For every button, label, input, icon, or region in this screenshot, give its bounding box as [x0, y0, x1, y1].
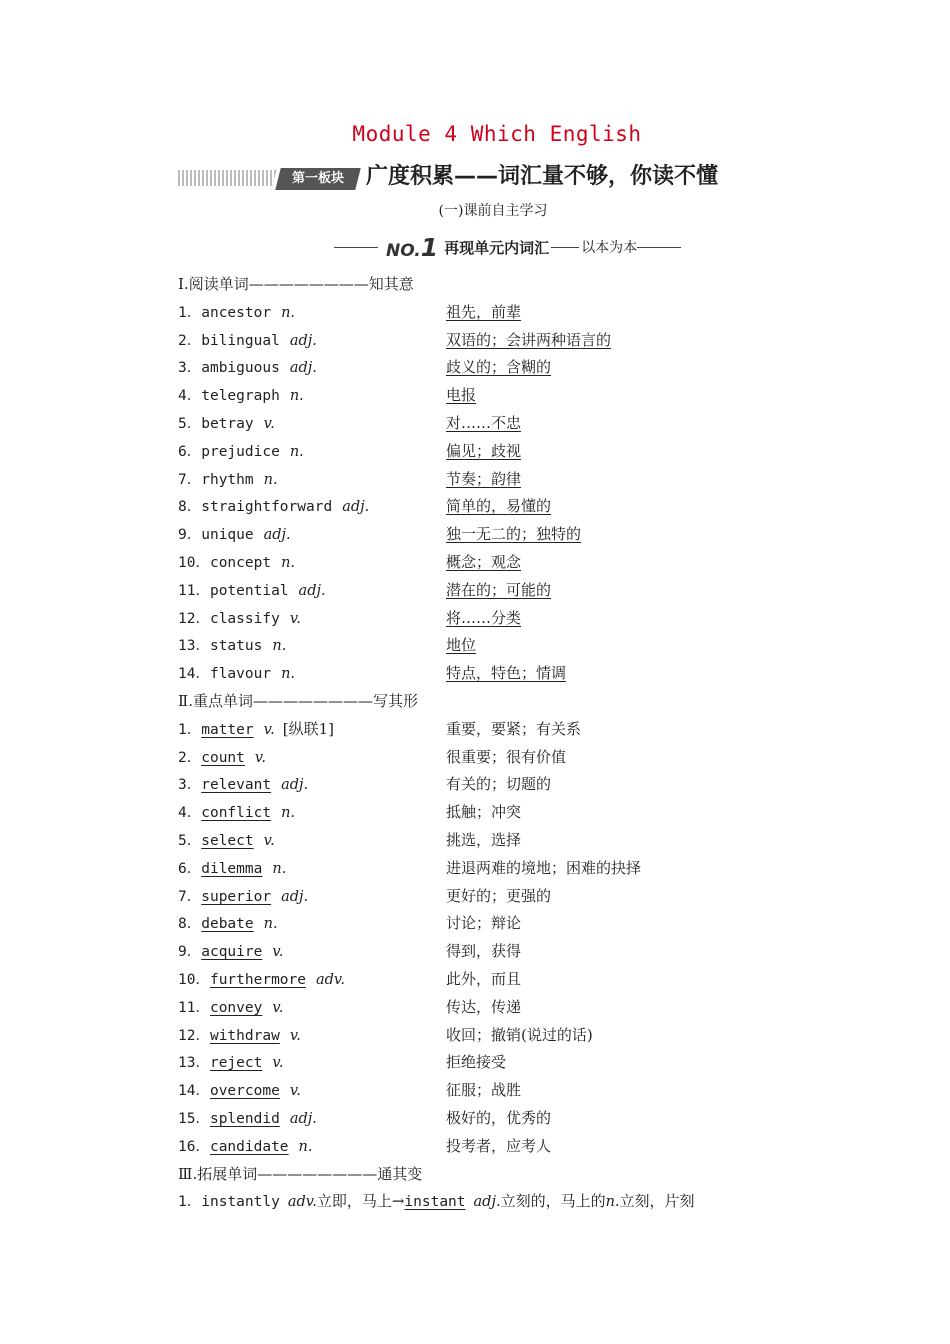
item-definition: 收回；撤销(说过的话) [446, 1025, 593, 1044]
item-word: count [201, 749, 245, 766]
item-word-derived: instant [404, 1194, 466, 1211]
list-item [178, 994, 768, 1022]
list-item [178, 938, 768, 966]
item-word: convey [209, 999, 263, 1016]
item-word: prejudice [201, 443, 280, 460]
list-item [178, 382, 768, 410]
list-item [178, 1049, 768, 1077]
part-heading: Ⅰ.阅读单词————————知其意 [178, 275, 414, 293]
item-number: 2． [178, 332, 202, 349]
item-word: furthermore [209, 971, 306, 988]
item-number: 14． [178, 1083, 210, 1100]
item-number: 6． [178, 443, 202, 460]
item-definition: 投考者，应考人 [446, 1136, 552, 1155]
item-word: candidate [209, 1138, 289, 1155]
item-definition: 抵触；冲突 [446, 803, 522, 822]
item-number: 1． [178, 304, 202, 321]
item-definition: 征服；战胜 [446, 1081, 522, 1100]
list-item [178, 577, 768, 605]
item-word: ancestor [201, 304, 272, 321]
item-number: 12． [178, 1027, 210, 1044]
item-number: 2． [178, 749, 202, 766]
item-word: splendid [209, 1110, 280, 1127]
part-heading: Ⅲ.拓展单词————————通其变 [178, 1164, 423, 1183]
item-pos: n. [281, 666, 296, 683]
item-definition: 节奏；韵律 [446, 469, 522, 488]
item-pos: n. [263, 471, 278, 488]
item-definition-noun: 立刻，片刻 [619, 1192, 695, 1211]
item-number: 15． [178, 1110, 210, 1127]
item-number: 10． [178, 554, 210, 571]
item-pos: v. [272, 944, 284, 961]
list-item [178, 1133, 768, 1161]
item-number: 16． [178, 1138, 210, 1155]
item-word: conflict [201, 805, 272, 822]
item-pos: v. [289, 610, 301, 627]
item-pos: adj. [289, 360, 317, 377]
list-item [178, 966, 768, 994]
item-definition: 讨论；辩论 [446, 914, 522, 933]
item-pos: v. [289, 1027, 301, 1044]
item-pos: adv. [316, 971, 346, 988]
item-pos: n. [272, 638, 287, 655]
item-definition: 重要，要紧；有关系 [446, 719, 582, 738]
item-number: 1． [178, 1194, 202, 1211]
item-definition: 电报 [446, 386, 477, 405]
list-item [178, 521, 768, 549]
list-item [178, 660, 768, 688]
list-item [178, 1077, 768, 1105]
list-item [178, 493, 768, 521]
item-pos: v. [263, 721, 275, 738]
item-pos: n. [289, 443, 304, 460]
list-item [178, 354, 768, 382]
item-definition: 潜在的；可能的 [446, 580, 552, 599]
item-number: 11． [178, 999, 210, 1016]
item-word: ambiguous [201, 360, 280, 377]
list-item [178, 716, 768, 744]
item-definition: 更好的；更强的 [446, 886, 552, 905]
item-word: withdraw [209, 1027, 280, 1044]
item-pos: v. [289, 1083, 301, 1100]
item-word: reject [209, 1055, 263, 1072]
list-item [178, 883, 768, 911]
item-definition: 传达，传递 [446, 997, 522, 1016]
item-pos: n. [272, 860, 287, 877]
item-pos: n. [281, 304, 296, 321]
item-word: overcome [209, 1083, 280, 1100]
list-item [178, 827, 768, 855]
item-pos: v. [254, 749, 266, 766]
item-pos: adv. [287, 1194, 317, 1211]
item-word: relevant [201, 777, 272, 794]
item-pos: adj. [298, 582, 326, 599]
list-item [178, 744, 768, 772]
item-definition: 双语的；会讲两种语言的 [446, 330, 612, 349]
item-definition: 立即，马上→ [316, 1192, 405, 1211]
item-number: 8． [178, 916, 202, 933]
item-definition: 祖先，前辈 [446, 302, 522, 321]
item-definition: 歧义的；含糊的 [446, 358, 552, 377]
item-number: 13． [178, 1055, 210, 1072]
list-item [178, 910, 768, 938]
vocabulary-body [178, 271, 768, 1216]
item-number: 7． [178, 888, 202, 905]
item-word: matter [201, 721, 254, 738]
banner-badge: 第一板块 [271, 168, 360, 190]
item-definition: 挑选，选择 [446, 830, 522, 849]
list-item [178, 1105, 768, 1133]
item-definition: 很重要；很有价值 [446, 747, 567, 766]
item-word: bilingual [201, 332, 280, 349]
item-word: select [201, 832, 254, 849]
list-item [178, 410, 768, 438]
list-item [178, 1022, 768, 1050]
item-number: 6． [178, 860, 202, 877]
subtitle: (一)课前自主学习 [438, 203, 548, 219]
item-word: status [209, 638, 263, 655]
list-item [178, 549, 768, 577]
item-pos: v. [272, 999, 284, 1016]
item-pos: adj. [281, 888, 309, 905]
item-word: potential [209, 582, 289, 599]
item-word: instantly [201, 1194, 280, 1211]
item-definition: 拒绝接受 [446, 1053, 507, 1072]
item-number: 10． [178, 971, 210, 988]
banner-title: 广度积累——词汇量不够，你读不懂 [366, 164, 719, 189]
item-definition: 将……分类 [446, 608, 522, 627]
item-pos: adj. [289, 332, 317, 349]
item-number: 7． [178, 471, 202, 488]
part-heading: Ⅱ.重点单词————————写其形 [178, 691, 418, 710]
item-number: 5． [178, 832, 202, 849]
item-number: 4． [178, 388, 202, 405]
item-definition: 地位 [446, 636, 477, 655]
section-banner [178, 160, 738, 194]
item-definition: 偏见；歧视 [446, 441, 522, 460]
item-definition: 得到，获得 [446, 942, 522, 961]
item-pos: adj. [281, 777, 309, 794]
item-word: unique [201, 527, 254, 544]
item-word: telegraph [201, 388, 280, 405]
item-definition: 有关的；切题的 [446, 775, 552, 794]
item-definition: 极好的，优秀的 [446, 1108, 552, 1127]
item-definition: 简单的，易懂的 [446, 497, 552, 516]
list-item [178, 605, 768, 633]
section-heading [334, 232, 681, 262]
item-word: straightforward [201, 499, 333, 516]
item-definition: 进退两难的境地；困难的抉择 [446, 858, 642, 877]
item-number: 12． [178, 610, 210, 627]
banner-stripes [178, 170, 286, 186]
item-number: 3． [178, 360, 202, 377]
list-item [178, 327, 768, 355]
heading-rule-left [334, 247, 378, 248]
item-word: classify [209, 610, 280, 627]
item-number: 3． [178, 777, 202, 794]
section-number: NO.1 [386, 232, 439, 262]
item-definition: 特点，特色；情调 [446, 664, 567, 683]
item-pos: adj. [263, 527, 291, 544]
item-pos-derived: adj. [473, 1194, 501, 1211]
item-note: [纵联1] [282, 719, 334, 738]
item-word: betray [201, 415, 254, 432]
item-word: flavour [209, 666, 272, 683]
item-pos: n. [298, 1138, 313, 1155]
section-name: 再现单元内词汇 [444, 238, 550, 257]
item-word: concept [209, 554, 272, 571]
item-number: 13． [178, 638, 210, 655]
item-definition-derived: 立刻的，马上的 [500, 1192, 606, 1211]
heading-rule-right [637, 247, 681, 248]
item-pos: n. [289, 388, 304, 405]
list-item [178, 299, 768, 327]
item-word: superior [201, 888, 272, 905]
item-pos: adj. [342, 499, 370, 516]
item-pos: adj. [289, 1110, 317, 1127]
item-word: dilemma [201, 860, 263, 877]
item-pos: n. [281, 554, 296, 571]
page-title: Module 4 Which English [352, 122, 642, 146]
list-item [178, 799, 768, 827]
item-number: 11． [178, 582, 210, 599]
list-item [178, 1188, 768, 1216]
item-number: 9． [178, 944, 202, 961]
item-pos: v. [263, 832, 275, 849]
item-definition: 此外，而且 [446, 969, 522, 988]
item-word: debate [201, 916, 254, 933]
item-number: 9． [178, 527, 202, 544]
item-definition: 独一无二的；独特的 [446, 525, 582, 544]
list-item [178, 466, 768, 494]
item-word: acquire [201, 944, 263, 961]
item-number: 8． [178, 499, 202, 516]
item-number: 5． [178, 415, 202, 432]
section-tail: 以本为本 [581, 240, 638, 256]
item-definition: 概念；观念 [446, 552, 522, 571]
item-pos: n. [281, 805, 296, 822]
item-pos: v. [263, 415, 275, 432]
item-word: rhythm [201, 471, 254, 488]
item-pos: n. [263, 916, 278, 933]
item-number: 1． [178, 721, 202, 738]
item-definition: 对……不忠 [446, 413, 522, 432]
list-item [178, 771, 768, 799]
item-pos: v. [272, 1055, 284, 1072]
item-number: 4． [178, 805, 202, 822]
list-item [178, 438, 768, 466]
item-number: 14． [178, 666, 210, 683]
list-item [178, 632, 768, 660]
item-pos-noun: n. [605, 1194, 620, 1211]
heading-rule-mid [551, 247, 579, 248]
list-item [178, 855, 768, 883]
